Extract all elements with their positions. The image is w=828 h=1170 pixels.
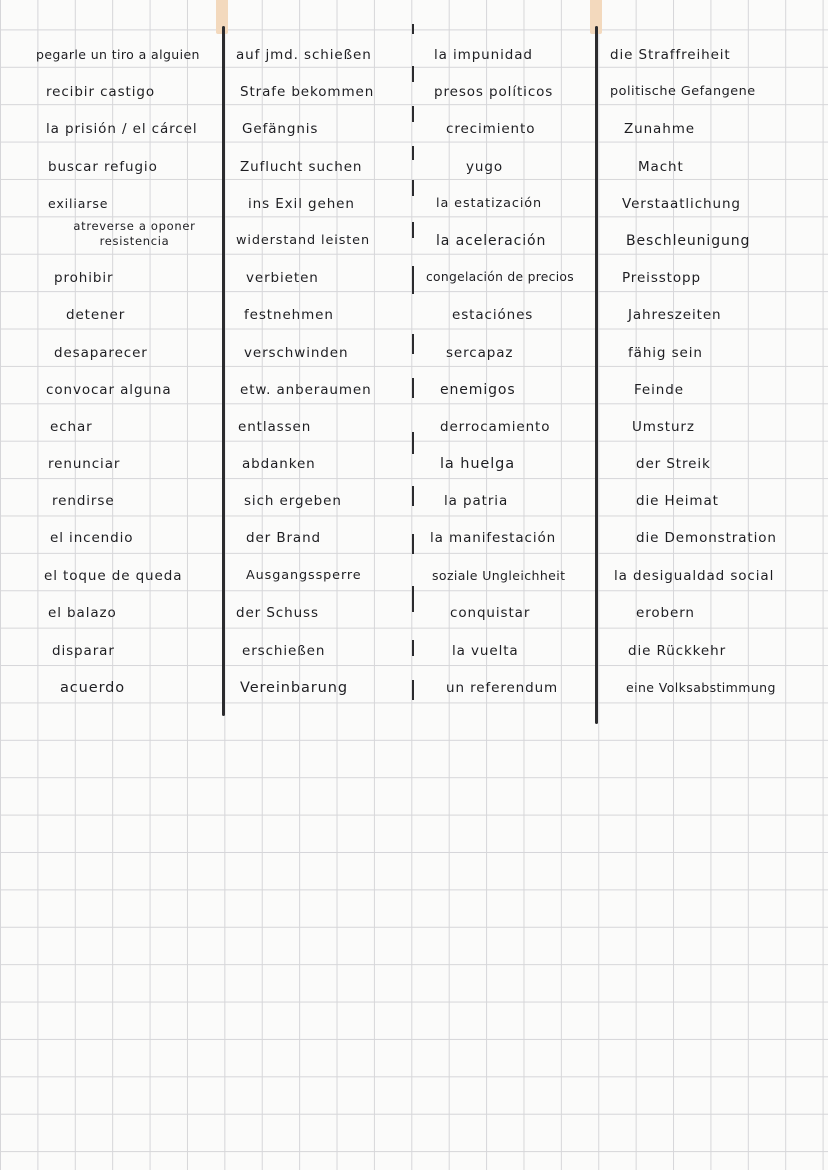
vocab-translation: Gefängnis — [242, 121, 319, 137]
vocab-term: atreverse a oponer resistencia — [73, 219, 196, 248]
vocab-term: estaciónes — [452, 307, 534, 323]
vocab-translation: verschwinden — [244, 345, 349, 361]
vocab-term: pegarle un tiro a alguien — [36, 47, 200, 62]
vocab-translation: die Demonstration — [636, 530, 777, 546]
vocab-term: el toque de queda — [44, 568, 183, 584]
vocab-translation: Verstaatlichung — [622, 196, 741, 212]
vocab-term: desaparecer — [54, 345, 148, 361]
vocab-translation: Jahreszeiten — [628, 307, 722, 323]
vocab-translation: Macht — [638, 159, 684, 175]
vocab-term: derrocamiento — [440, 419, 551, 435]
vocab-term: prohibir — [54, 270, 114, 286]
vocab-term: convocar alguna — [46, 382, 172, 398]
vocab-translation: ins Exil gehen — [248, 196, 355, 212]
vocab-term: la manifestación — [430, 530, 557, 546]
vocab-term: yugo — [466, 159, 503, 175]
column-divider-left — [222, 26, 225, 716]
vocab-translation: Strafe bekommen — [240, 84, 375, 100]
vocab-term: exiliarse — [48, 196, 109, 211]
vocab-translation: festnehmen — [244, 307, 334, 323]
vocab-term: la huelga — [440, 456, 516, 472]
vocab-term: rendirse — [52, 493, 115, 509]
vocab-term: presos políticos — [434, 84, 554, 100]
vocab-translation: der Brand — [246, 530, 322, 546]
vocab-translation: verbieten — [246, 270, 319, 286]
vocab-translation: politische Gefangene — [610, 84, 756, 99]
vocab-translation: auf jmd. schießen — [236, 47, 372, 63]
vocab-term: renunciar — [48, 456, 121, 472]
vocab-term: disparar — [52, 643, 115, 659]
vocab-translation: der Schuss — [236, 605, 319, 621]
vocab-translation: etw. anberaumen — [240, 382, 372, 398]
vocab-translation: Ausgangssperre — [246, 568, 362, 583]
vocab-term: la vuelta — [452, 643, 519, 659]
vocab-term: echar — [50, 419, 93, 435]
vocab-term: congelación de precios — [426, 270, 574, 284]
vocab-term: soziale Ungleichheit — [432, 568, 566, 583]
vocab-translation: erschießen — [242, 643, 326, 659]
vocab-translation: abdanken — [242, 456, 316, 472]
vocab-term: crecimiento — [446, 121, 536, 137]
vocab-translation: Umsturz — [632, 419, 695, 435]
vocab-term: conquistar — [450, 605, 531, 621]
vocab-term: detener — [66, 307, 126, 323]
vocab-translation: entlassen — [238, 419, 312, 435]
vocab-translation: eine Volksabstimmung — [626, 680, 776, 695]
vocab-translation: Zuflucht suchen — [240, 159, 363, 175]
vocab-translation: Vereinbarung — [240, 680, 348, 696]
vocab-translation: Feinde — [634, 382, 684, 398]
vocab-term: buscar refugio — [48, 159, 158, 175]
vocab-term: el incendio — [50, 530, 134, 546]
vocab-term: la patria — [444, 493, 509, 509]
vocab-translation: die Straffreiheit — [610, 47, 731, 63]
vocab-translation: erobern — [636, 605, 695, 621]
vocab-translation: la desigualdad social — [614, 568, 775, 584]
vocab-term: recibir castigo — [46, 84, 155, 100]
vocab-term: la prisión / el cárcel — [46, 121, 198, 137]
vocab-translation: die Rückkehr — [628, 643, 727, 659]
vocab-translation: widerstand leisten — [236, 233, 370, 248]
vocab-translation: fähig sein — [628, 345, 703, 361]
vocab-translation: die Heimat — [636, 493, 719, 509]
vocab-translation: Zunahme — [624, 121, 695, 137]
column-divider-right — [595, 26, 598, 724]
vocab-term: la aceleración — [436, 233, 547, 249]
vocab-term: acuerdo — [60, 680, 126, 696]
vocab-term: sercapaz — [446, 345, 514, 361]
vocab-translation: Beschleunigung — [626, 233, 751, 249]
vocab-translation: Preisstopp — [622, 270, 701, 286]
vocab-term: enemigos — [440, 382, 516, 398]
vocab-translation: sich ergeben — [244, 493, 342, 509]
vocab-translation: der Streik — [636, 456, 711, 472]
vocab-term: la impunidad — [434, 47, 533, 63]
vocab-term: el balazo — [48, 605, 117, 621]
vocab-term: la estatización — [436, 196, 543, 211]
vocab-term: un referendum — [446, 680, 559, 696]
